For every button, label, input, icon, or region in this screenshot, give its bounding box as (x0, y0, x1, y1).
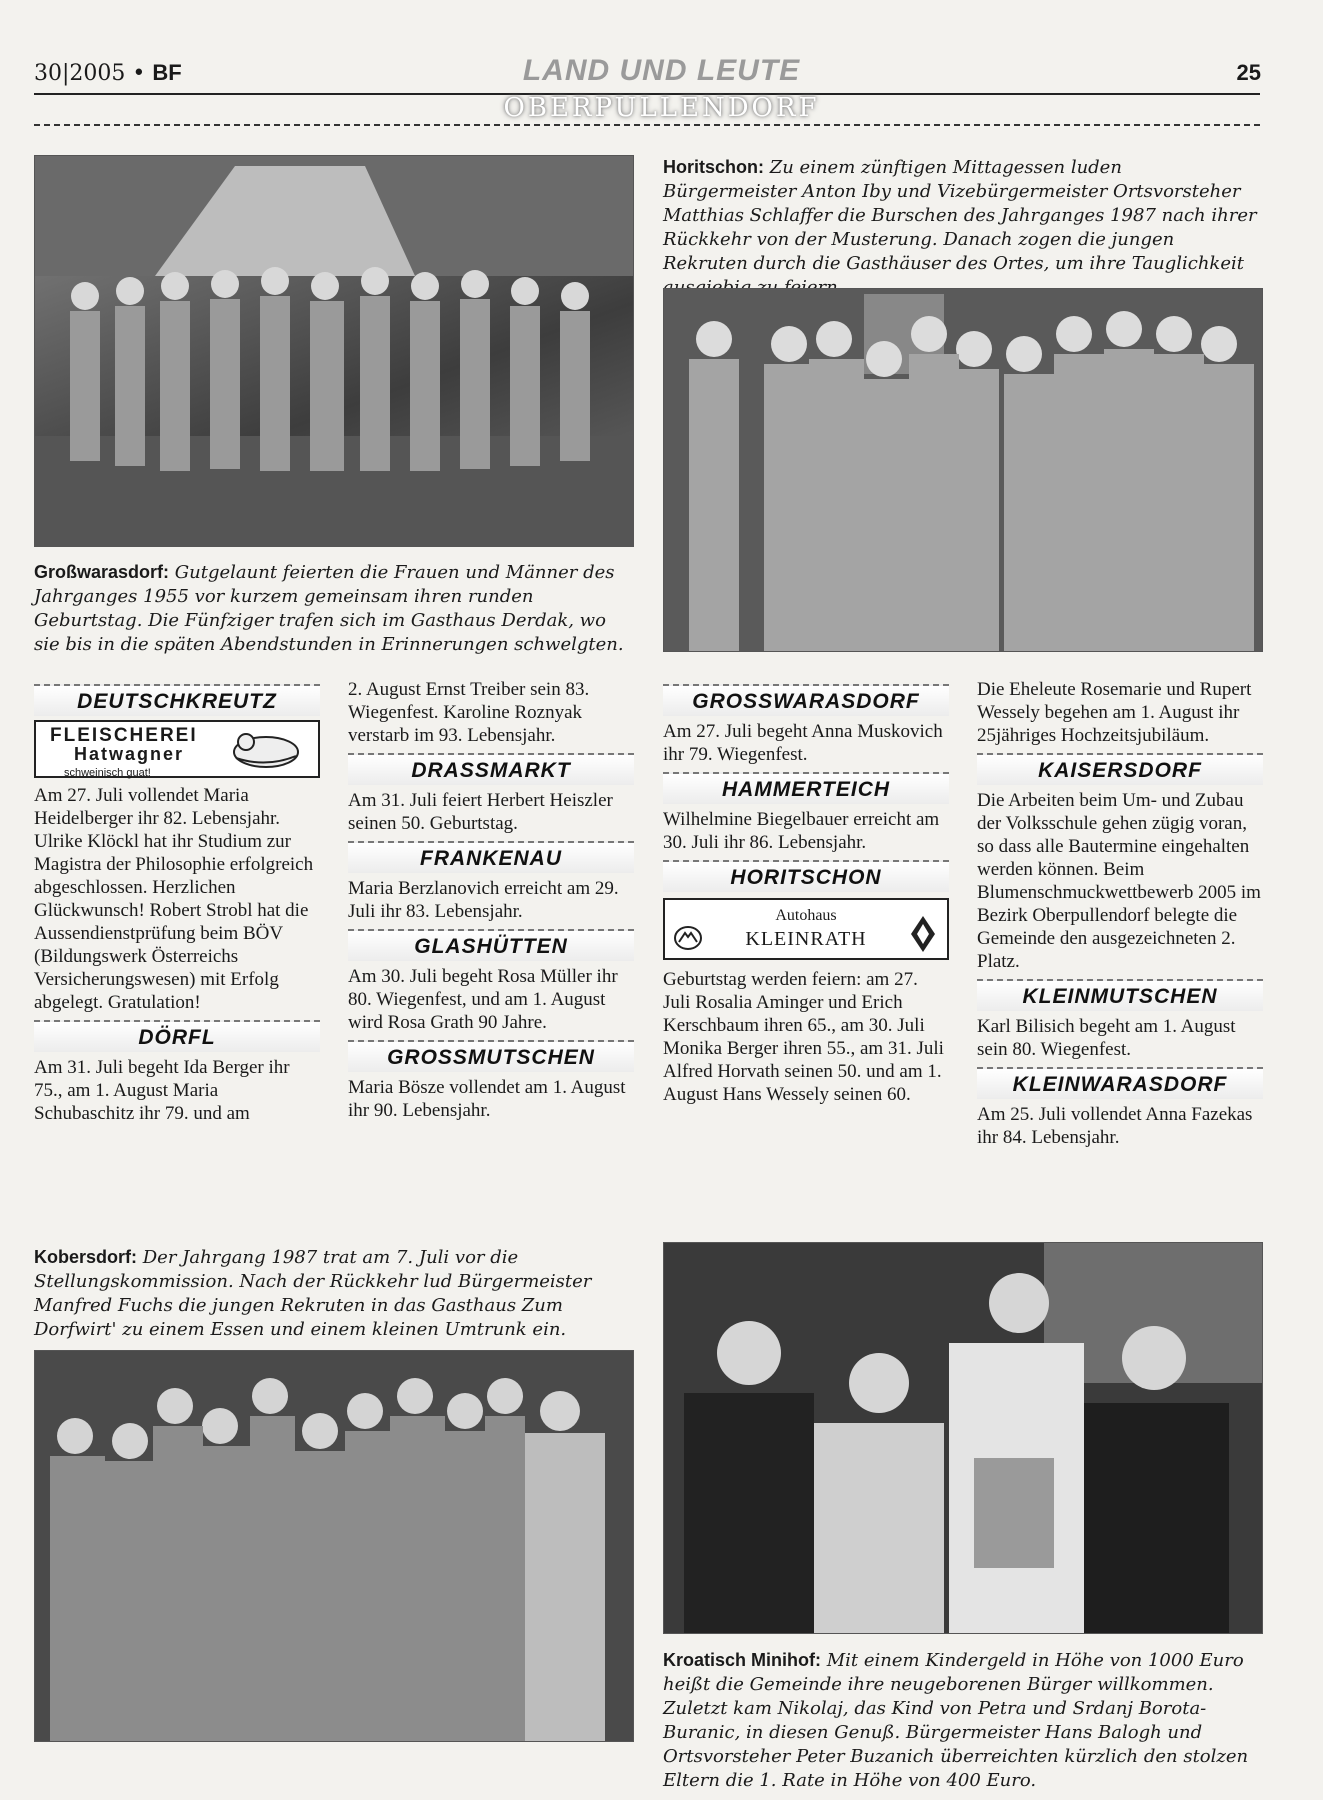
photo-kobersdorf-recruits (34, 1350, 634, 1742)
page-number: 25 (1236, 60, 1261, 85)
section-title: LAND UND LEUTE (522, 54, 801, 87)
text-hammerteich: Wilhelmine Biegelbauer erreicht am 30. Juli ihr 86. Lebensjahr. (663, 809, 940, 853)
region-title: OBERPULLENDORF (503, 93, 820, 123)
caption-place: Horitschon: (663, 157, 764, 177)
caption-place: Großwarasdorf: (34, 562, 170, 582)
column-2 (348, 678, 634, 1122)
caption-text: Zu einem zünftigen Mittagessen luden Bürgermeister Anton Iby und Vizebürgermeister Ortsvorsteher Matthias Schlaffer die Burschen des Jahrganges 1987 nach ihrer Rückkehr von der Musterung. Danach zogen die jungen Rekruten durch die Gasthäuser des Ortes, um ihre Tauglichkeit (663, 157, 1257, 274)
text-horitschon: Geburtstag werden feiern: am 27. Juli Rosalia Aminger und Erich Kerschbaum ihren 65., am 30. Juli Monika Berger ihren 55., am 31. Juli Alfred Horvath seinen 50. und am 1. August Hans Wessely seinen 60. (663, 969, 944, 1105)
heading-horitschon: HORITSCHON (663, 860, 949, 892)
column-4 (977, 678, 1263, 1149)
text-grossmutschen: Maria Bösze vollendet am 1. August ihr 90. Lebensjahr. (348, 1077, 626, 1121)
text-kaisersdorf: Die Arbeiten beim Um- und Zubau der Volksschule gehen zügig voran, so dass alle Bautermine eingehalten werden können. Beim Blumenschmuckwettbewerb 2005 im Bezirk Oberpullendorf belegte die Gemeinde den ausgezeichneten 2. Platz. (977, 790, 1261, 972)
text-kleinmutschen: Karl Bilisich begeht am 1. August sein 80. Wiegenfest. (977, 1016, 1236, 1060)
caption-kroatisch-minihof (663, 1648, 1261, 1793)
renault-logo-icon (909, 914, 937, 954)
ad-line-1: Autohaus (775, 907, 837, 924)
column-1 (34, 678, 320, 1125)
ad-fleischerei-hatwagner (34, 720, 320, 778)
caption-text: Der Jahrgang 1987 trat am 7. Juli vor die Stellungskommission. Nach der Rückkehr lud Bürgermeister Manfred Fuchs die jungen Rekruten in das Gasthaus Zum Dorfwirt' zu einem Essen und einem kleinen Umtrunk ein. (34, 1247, 592, 1340)
ad-slogan: schweinisch guat! (64, 767, 151, 779)
heading-doerfl: DÖRFL (34, 1020, 320, 1052)
text-glashuetten: Am 30. Juli begeht Rosa Müller ihr 80. Wiegenfest, und am 1. August wird Rosa Grath 90 Jahre. (348, 966, 618, 1033)
text-frankenau: Maria Berzlanovich erreicht am 29. Juli ihr 83. Lebensjahr. (348, 878, 619, 922)
ad-line-2: KLEINRATH (745, 928, 867, 950)
mazda-logo-icon (673, 924, 703, 952)
ad-autohaus-kleinrath (663, 898, 949, 960)
heading-grosswarasdorf: GROSSWARASDORF (663, 684, 949, 716)
photo-grosswarasdorf-group (34, 155, 634, 547)
ad-line-1: FLEISCHEREI (50, 725, 198, 746)
pig-icon (226, 728, 306, 770)
caption-horitschon (663, 155, 1261, 300)
caption-kobersdorf (34, 1245, 632, 1342)
heading-glashuetten: GLASHÜTTEN (348, 929, 634, 961)
publication-brand: BF (152, 60, 182, 85)
heading-kleinmutschen: KLEINMUTSCHEN (977, 979, 1263, 1011)
caption-text: Mit einem Kindergeld in Höhe von 1000 Euro heißt die Gemeinde ihre neugeborenen Bürger willkommen. Zuletzt kam Nikolaj, das Kind von Petra und Srdanj Borota-Buranic, in diesen Genuß. Bürgermeister Hans Balogh und Ortsvorsteher Peter Buzanich überreichten kürzlich den stolzen Eltern die 1. Rate in Höhe von 400 Euro. (663, 1650, 1249, 1791)
caption-place: Kobersdorf: (34, 1247, 137, 1267)
heading-kaisersdorf: KAISERSDORF (977, 753, 1263, 785)
text-kleinwarasdorf: Am 25. Juli vollendet Anna Fazekas ihr 84. Lebensjahr. (977, 1104, 1253, 1148)
ad-line-2: Hatwagner (74, 744, 185, 764)
caption-text: Gutgelaunt feierten die Frauen und Männer des Jahrganges 1955 vor kurzem gemeinsam ihren runden Geburtstag. Die Fünfziger trafen sich im Gasthaus Derdak, wo sie bis in die späten Abendstunden in Erinnerungen schwelgten. (34, 562, 624, 655)
text-doerfl-continued: 2. August Ernst Treiber sein 83. Wiegenfest. Karoline Roznyak verstarb im 93. Lebensjahr. (348, 679, 590, 746)
photo-kroatisch-minihof (663, 1242, 1263, 1634)
heading-kleinwarasdorf: KLEINWARASDORF (977, 1067, 1263, 1099)
text-doerfl: Am 31. Juli begeht Ida Berger ihr 75., am 1. August Maria Schubaschitz ihr 79. und am (34, 1057, 290, 1124)
issue-number: 30|2005 • (34, 61, 146, 86)
text-deutschkreutz: Am 27. Juli vollendet Maria Heidelberger ihr 82. Lebensjahr. Ulrike Klöckl hat ihr Studium zur Magistra der Philosophie erfolgreich abgeschlossen. Herzlichen Glückwunsch! Robert Strobl hat die Aussendienstprüfung beim BÖV (Bildungswerk Österreichs Versicherungswesen) mit Erfolg abgelegt. Gratulation! (34, 785, 314, 1013)
caption-place: Kroatisch Minihof: (663, 1650, 821, 1670)
text-grosswarasdorf: Am 27. Juli begeht Anna Muskovich ihr 79. Wiegenfest. (663, 721, 943, 765)
heading-grossmutschen: GROSSMUTSCHEN (348, 1040, 634, 1072)
heading-frankenau: FRANKENAU (348, 841, 634, 873)
photo-horitschon-recruits (663, 288, 1263, 652)
heading-drassmarkt: DRASSMARKT (348, 753, 634, 785)
text-drassmarkt: Am 31. Juli feiert Herbert Heiszler seinen 50. Geburtstag. (348, 790, 613, 834)
heading-deutschkreutz: DEUTSCHKREUTZ (34, 684, 320, 716)
heading-hammerteich: HAMMERTEICH (663, 772, 949, 804)
text-horitschon-continued: Die Eheleute Rosemarie und Rupert Wessely begehen am 1. August ihr 25jähriges Hochzeitsjubiläum. (977, 679, 1252, 746)
caption-grosswarasdorf (34, 560, 632, 657)
column-3 (663, 678, 949, 1106)
